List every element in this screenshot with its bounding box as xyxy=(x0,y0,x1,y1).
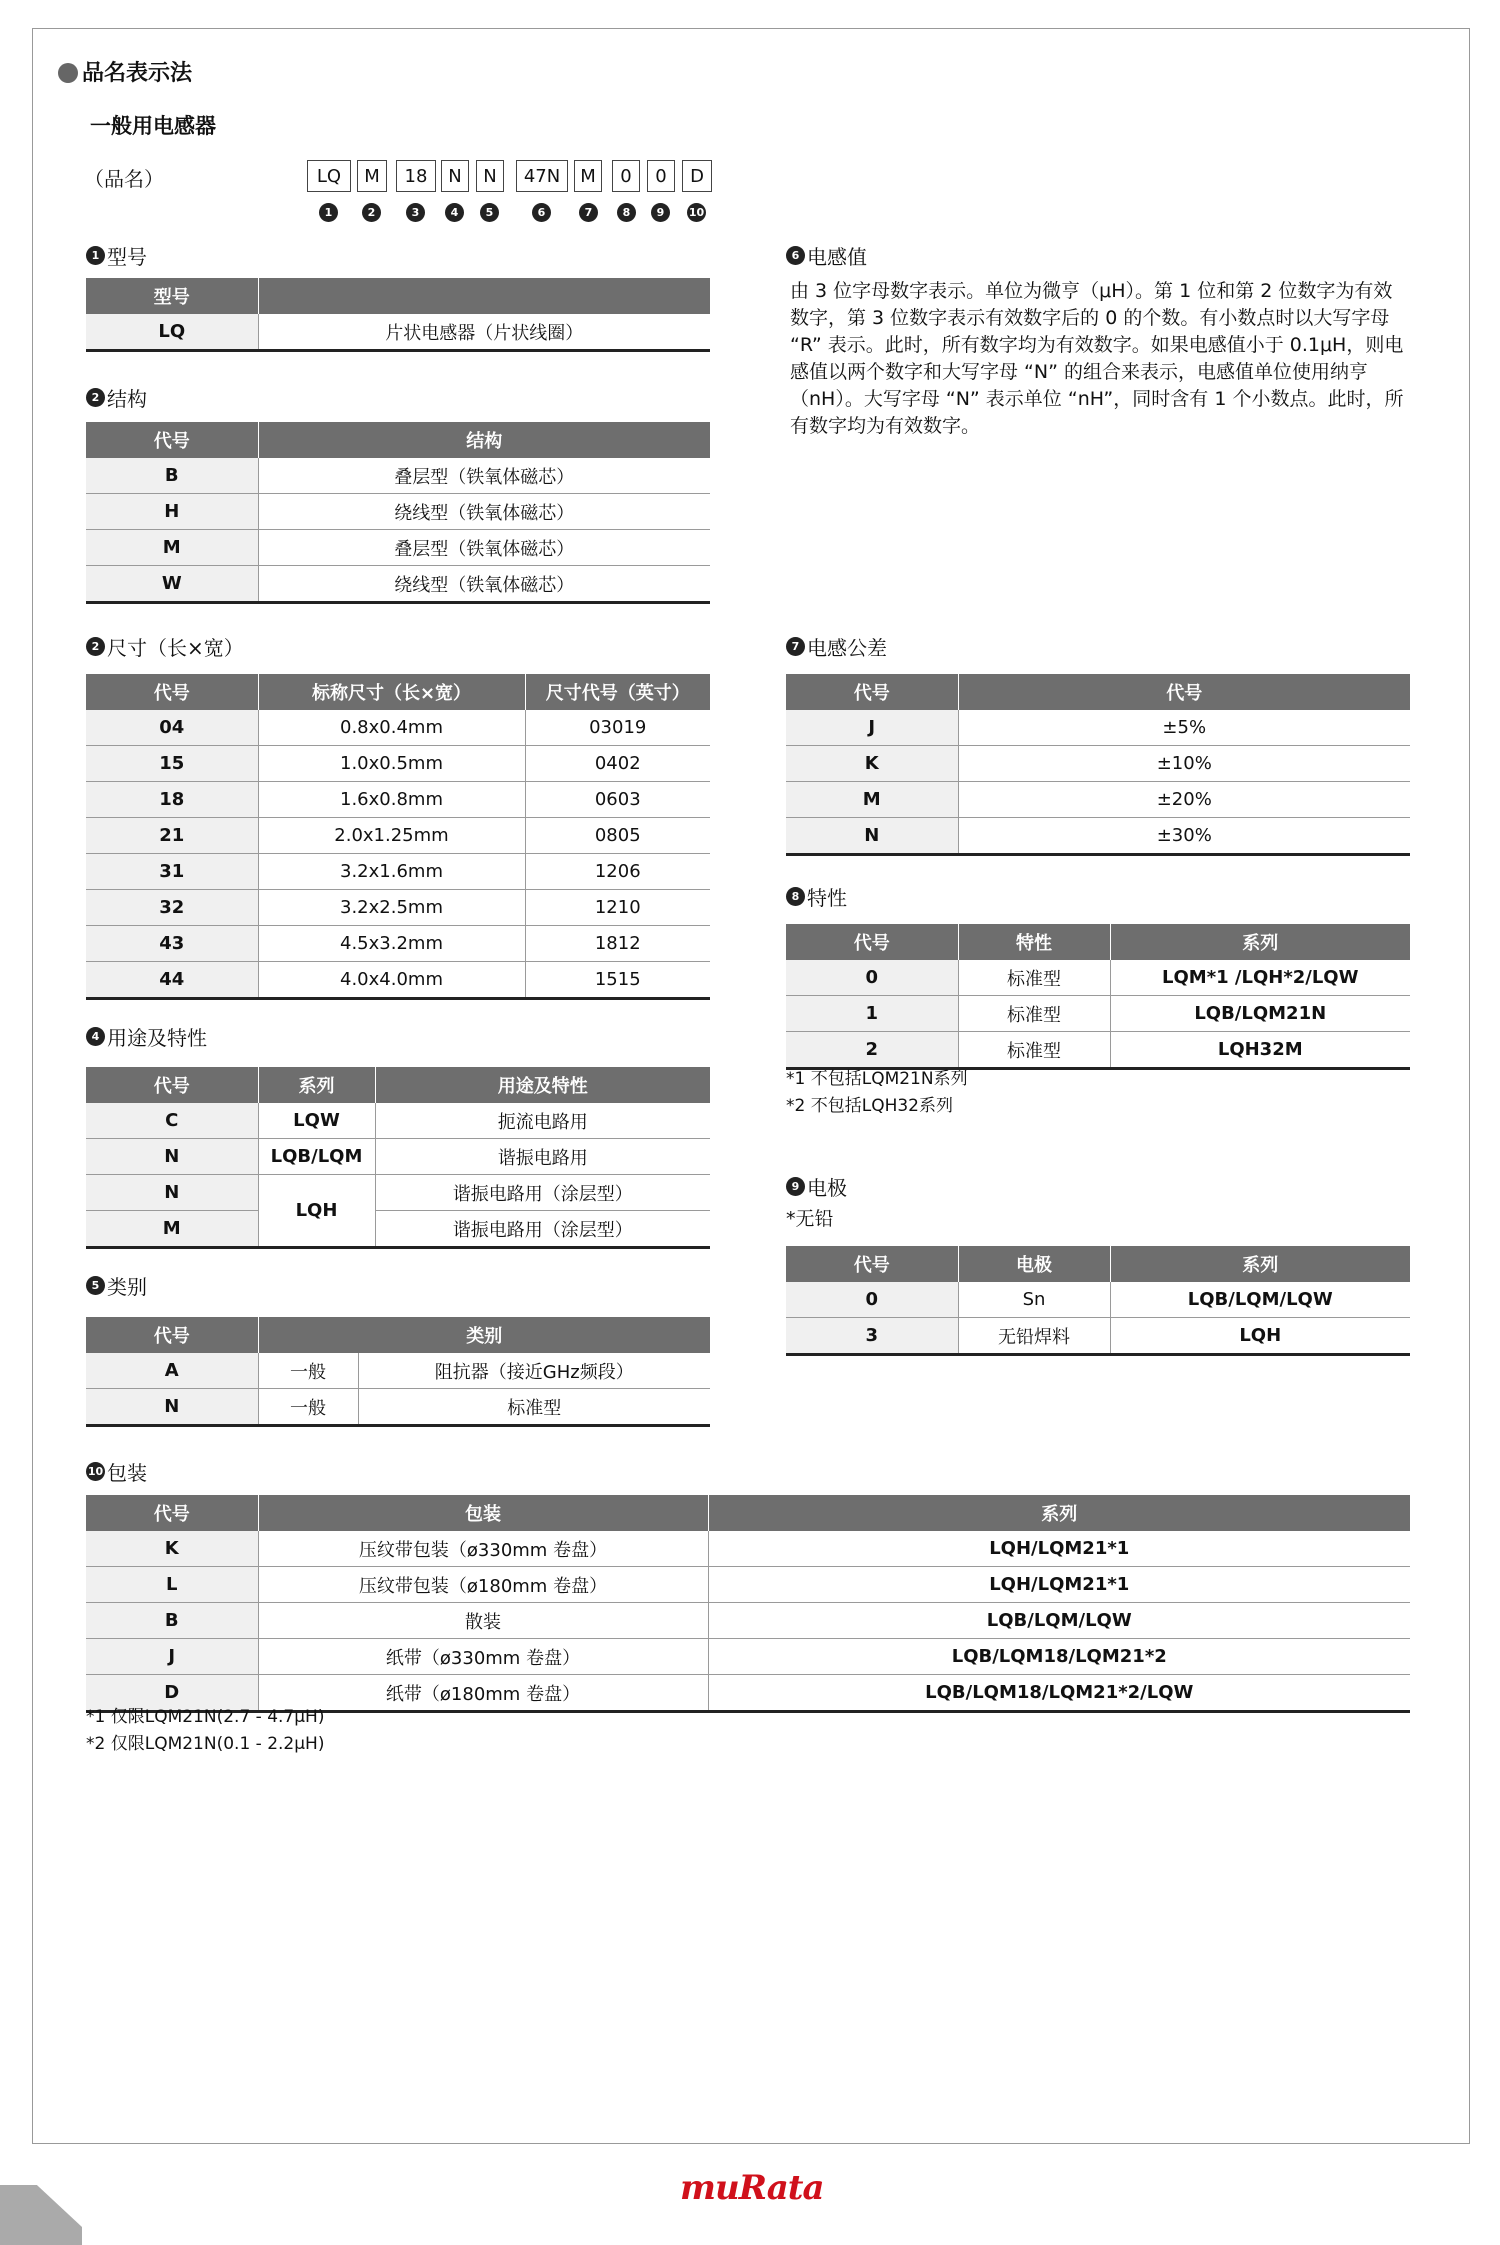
table-cell: ±5% xyxy=(958,710,1410,746)
table-cell: 散装 xyxy=(258,1603,708,1639)
electrode-note: *无铅 xyxy=(786,1208,834,1230)
partnumber-box: N xyxy=(441,160,469,192)
table-row xyxy=(86,710,710,746)
table-cell: J xyxy=(86,1639,258,1675)
section-tolerance: 7 电感公差 xyxy=(786,632,887,661)
tolerance-table xyxy=(786,674,1410,856)
table-row: N 一般 标准型 xyxy=(86,1389,710,1426)
partnumber-box: 0 xyxy=(612,160,640,192)
table-cell: 3 xyxy=(786,1318,958,1355)
electrode-table xyxy=(786,1246,1410,1356)
table-row xyxy=(786,1032,1410,1069)
table-cell: 21 xyxy=(86,818,258,854)
table-cell: 绕线型（铁氧体磁芯） xyxy=(258,494,710,530)
section-inductance: 6 电感值 xyxy=(786,241,867,270)
table-cell: 1206 xyxy=(525,854,710,890)
table-cell: LQM*1 /LQH*2/LQW xyxy=(1110,960,1410,996)
section-type: 1 型号 xyxy=(86,241,147,270)
partnumber-index: 10 xyxy=(687,203,706,222)
table-cell: 2 xyxy=(786,1032,958,1069)
table-header: 特性 xyxy=(958,924,1110,960)
table-cell: ±10% xyxy=(958,746,1410,782)
table-row xyxy=(86,458,710,494)
table-cell: LQB/LQM/LQW xyxy=(708,1603,1410,1639)
table-row xyxy=(86,890,710,926)
partnumber-box: 18 xyxy=(396,160,436,192)
inductance-description: 由 3 位字母数字表示。单位为微亨（μH）。第 1 位和第 2 位数字为有效数字，第 3 位数字表示有效数字后的 0 的个数。有小数点时以大写字母 “R” 表示。此时，所有数字均为有效数字。如果电感值小于 0.1μH，则电感值以两个数字和大写字母 “N” 的组合来表示，电感值单位使用纳亨（nH）。大写字母 “N” 表示单位 “nH”，同时含有 1 个小数点。此时，所有数字均为有效数字。 xyxy=(790,280,1404,437)
table-row: A 一般 阻抗器（接近GHz频段） xyxy=(86,1353,710,1389)
partnumber-index: 6 xyxy=(532,203,551,222)
class-table: 代号 类别 A 一般 阻抗器（接近GHz频段） N 一般 标准型 xyxy=(86,1317,710,1427)
table-header: 代号 xyxy=(786,924,958,960)
partnumber-box: M xyxy=(574,160,602,192)
table-row xyxy=(86,566,710,603)
partnumber-index: 2 xyxy=(362,203,381,222)
table-row xyxy=(86,782,710,818)
table-cell: J xyxy=(786,710,958,746)
table-cell: 0603 xyxy=(525,782,710,818)
table-row xyxy=(86,962,710,999)
table-cell: 4.0x4.0mm xyxy=(258,962,525,999)
table-header: 标称尺寸（长×宽） xyxy=(258,674,525,710)
structure-table xyxy=(86,422,710,604)
use-table: 代号 系列 用途及特性 C LQW 扼流电路用 N LQB/LQM 谐振电路用 N LQH 谐振电路用（涂层型） M 谐振电路用（涂层型） xyxy=(86,1067,710,1249)
table-cell: 标准型 xyxy=(958,996,1110,1032)
table-cell: Sn xyxy=(958,1282,1110,1318)
table-header: 系列 xyxy=(1110,924,1410,960)
table-cell: 1.0x0.5mm xyxy=(258,746,525,782)
table-cell: 3.2x2.5mm xyxy=(258,890,525,926)
partnumber-index: 5 xyxy=(480,203,499,222)
table-cell: 15 xyxy=(86,746,258,782)
table-cell: LQB/LQM18/LQM21*2/LQW xyxy=(708,1675,1410,1712)
table-cell: 0402 xyxy=(525,746,710,782)
characteristics-table xyxy=(786,924,1410,1070)
table-row xyxy=(786,1318,1410,1355)
table-cell: 片状电感器（片状线圈） xyxy=(258,314,710,351)
table-cell: LQH32M xyxy=(1110,1032,1410,1069)
section-packaging: 10 包装 xyxy=(87,1461,147,1485)
characteristics-notes: *1 不包括LQM21N系列 *2 不包括LQH32系列 xyxy=(786,1069,968,1116)
table-cell: M xyxy=(786,782,958,818)
packaging-notes: *1 仅限LQM21N(2.7 - 4.7μH) *2 仅限LQM21N(0.1 - 2.2μH) xyxy=(86,1707,325,1754)
section-size: 2 尺寸（长×宽） xyxy=(86,632,244,661)
table-row: M 谐振电路用（涂层型） xyxy=(86,1211,710,1248)
table-header: 代号 xyxy=(786,674,958,710)
partnumber-box: D xyxy=(682,160,712,192)
table-cell: 03019 xyxy=(525,710,710,746)
table-cell: H xyxy=(86,494,258,530)
table-row xyxy=(86,746,710,782)
partnumber-index: 9 xyxy=(651,203,670,222)
table-row xyxy=(86,818,710,854)
table-cell: 1 xyxy=(786,996,958,1032)
table-row xyxy=(86,1639,1410,1675)
type-table xyxy=(86,278,710,352)
table-cell: ±20% xyxy=(958,782,1410,818)
table-header: 代号 xyxy=(958,674,1410,710)
packaging-table xyxy=(86,1495,1410,1713)
table-cell: 1.6x0.8mm xyxy=(258,782,525,818)
table-cell: 3.2x1.6mm xyxy=(258,854,525,890)
table-header: 结构 xyxy=(258,422,710,458)
table-row xyxy=(86,314,710,351)
table-cell: 44 xyxy=(86,962,258,999)
partnumber-box: M xyxy=(357,160,387,192)
table-row: N LQH 谐振电路用（涂层型） xyxy=(86,1175,710,1211)
section-class: 5 类别 xyxy=(86,1271,147,1300)
table-header: 尺寸代号（英寸） xyxy=(525,674,710,710)
table-cell: 1515 xyxy=(525,962,710,999)
section-use: 4 用途及特性 xyxy=(86,1022,207,1051)
page-subtitle: 一般用电感器 xyxy=(90,114,216,138)
table-header: 代号 xyxy=(86,674,258,710)
partnumber-index: 7 xyxy=(579,203,598,222)
table-cell: 叠层型（铁氧体磁芯） xyxy=(258,458,710,494)
table-cell: 标准型 xyxy=(958,1032,1110,1069)
table-cell: 绕线型（铁氧体磁芯） xyxy=(258,566,710,603)
table-row xyxy=(86,926,710,962)
table-cell: 压纹带包装（ø330mm 卷盘） xyxy=(258,1531,708,1567)
table-cell: 纸带（ø330mm 卷盘） xyxy=(258,1639,708,1675)
table-cell: K xyxy=(786,746,958,782)
partnumber-index: 4 xyxy=(445,203,464,222)
table-cell: 31 xyxy=(86,854,258,890)
table-header: 型号 xyxy=(86,278,258,314)
partnumber-index: 3 xyxy=(406,203,425,222)
table-cell: 压纹带包装（ø180mm 卷盘） xyxy=(258,1567,708,1603)
table-cell: 0805 xyxy=(525,818,710,854)
table-cell: D xyxy=(86,1675,258,1712)
table-cell: W xyxy=(86,566,258,603)
table-header: 代号 xyxy=(86,422,258,458)
table-header: 系列 xyxy=(1110,1246,1410,1282)
partnumber-label: （品名） xyxy=(84,167,164,191)
table-cell: L xyxy=(86,1567,258,1603)
murata-logo: muRata xyxy=(680,2168,824,2208)
table-cell: B xyxy=(86,458,258,494)
table-row xyxy=(786,746,1410,782)
table-cell: LQH xyxy=(1110,1318,1410,1355)
table-row: C LQW 扼流电路用 xyxy=(86,1103,710,1139)
table-cell: 04 xyxy=(86,710,258,746)
table-header: 包装 xyxy=(258,1495,708,1531)
partnumber-index: 1 xyxy=(319,203,338,222)
partnumber-box: 0 xyxy=(647,160,675,192)
partnumber-box: 47N xyxy=(516,160,568,192)
table-row xyxy=(86,854,710,890)
partnumber-index: 8 xyxy=(617,203,636,222)
table-cell: N xyxy=(786,818,958,855)
table-header: 电极 xyxy=(958,1246,1110,1282)
bullet-icon xyxy=(58,63,78,83)
table-cell: 0 xyxy=(786,1282,958,1318)
size-table xyxy=(86,674,710,1000)
table-row xyxy=(86,530,710,566)
table-cell: K xyxy=(86,1531,258,1567)
table-cell: 1812 xyxy=(525,926,710,962)
table-row xyxy=(786,818,1410,855)
table-cell: 标准型 xyxy=(958,960,1110,996)
table-cell: LQH/LQM21*1 xyxy=(708,1531,1410,1567)
table-row xyxy=(86,1531,1410,1567)
table-cell: 1210 xyxy=(525,890,710,926)
page-title: 品名表示法 xyxy=(58,56,192,87)
table-cell: LQB/LQM21N xyxy=(1110,996,1410,1032)
table-header: 代号 xyxy=(786,1246,958,1282)
table-row: N LQB/LQM 谐振电路用 xyxy=(86,1139,710,1175)
table-row xyxy=(786,782,1410,818)
partnumber-box: N xyxy=(476,160,504,192)
table-row xyxy=(786,960,1410,996)
table-cell: 叠层型（铁氧体磁芯） xyxy=(258,530,710,566)
table-cell: LQB/LQM/LQW xyxy=(1110,1282,1410,1318)
partnumber-box: LQ xyxy=(307,160,351,192)
table-cell: 0 xyxy=(786,960,958,996)
table-cell: LQ xyxy=(86,314,258,351)
table-cell: ±30% xyxy=(958,818,1410,855)
table-cell: B xyxy=(86,1603,258,1639)
table-row xyxy=(786,710,1410,746)
table-cell: 18 xyxy=(86,782,258,818)
section-characteristics: 8 特性 xyxy=(786,882,847,911)
table-cell: 纸带（ø180mm 卷盘） xyxy=(258,1675,708,1712)
table-header: 代号 xyxy=(86,1495,258,1531)
page-corner-tab xyxy=(0,2185,82,2245)
table-cell: 0.8x0.4mm xyxy=(258,710,525,746)
table-header: 系列 xyxy=(708,1495,1410,1531)
table-row xyxy=(86,1603,1410,1639)
table-cell: 无铅焊料 xyxy=(958,1318,1110,1355)
table-row xyxy=(786,1282,1410,1318)
table-cell: 43 xyxy=(86,926,258,962)
table-row xyxy=(86,1567,1410,1603)
table-cell: 2.0x1.25mm xyxy=(258,818,525,854)
table-header xyxy=(258,278,710,314)
table-cell: 4.5x3.2mm xyxy=(258,926,525,962)
table-row xyxy=(786,996,1410,1032)
table-cell: 32 xyxy=(86,890,258,926)
table-cell: LQB/LQM18/LQM21*2 xyxy=(708,1639,1410,1675)
section-electrode: 9 电极 xyxy=(786,1172,847,1201)
table-cell: M xyxy=(86,530,258,566)
table-row xyxy=(86,494,710,530)
section-structure: 2 结构 xyxy=(86,383,147,412)
table-cell: LQH/LQM21*1 xyxy=(708,1567,1410,1603)
